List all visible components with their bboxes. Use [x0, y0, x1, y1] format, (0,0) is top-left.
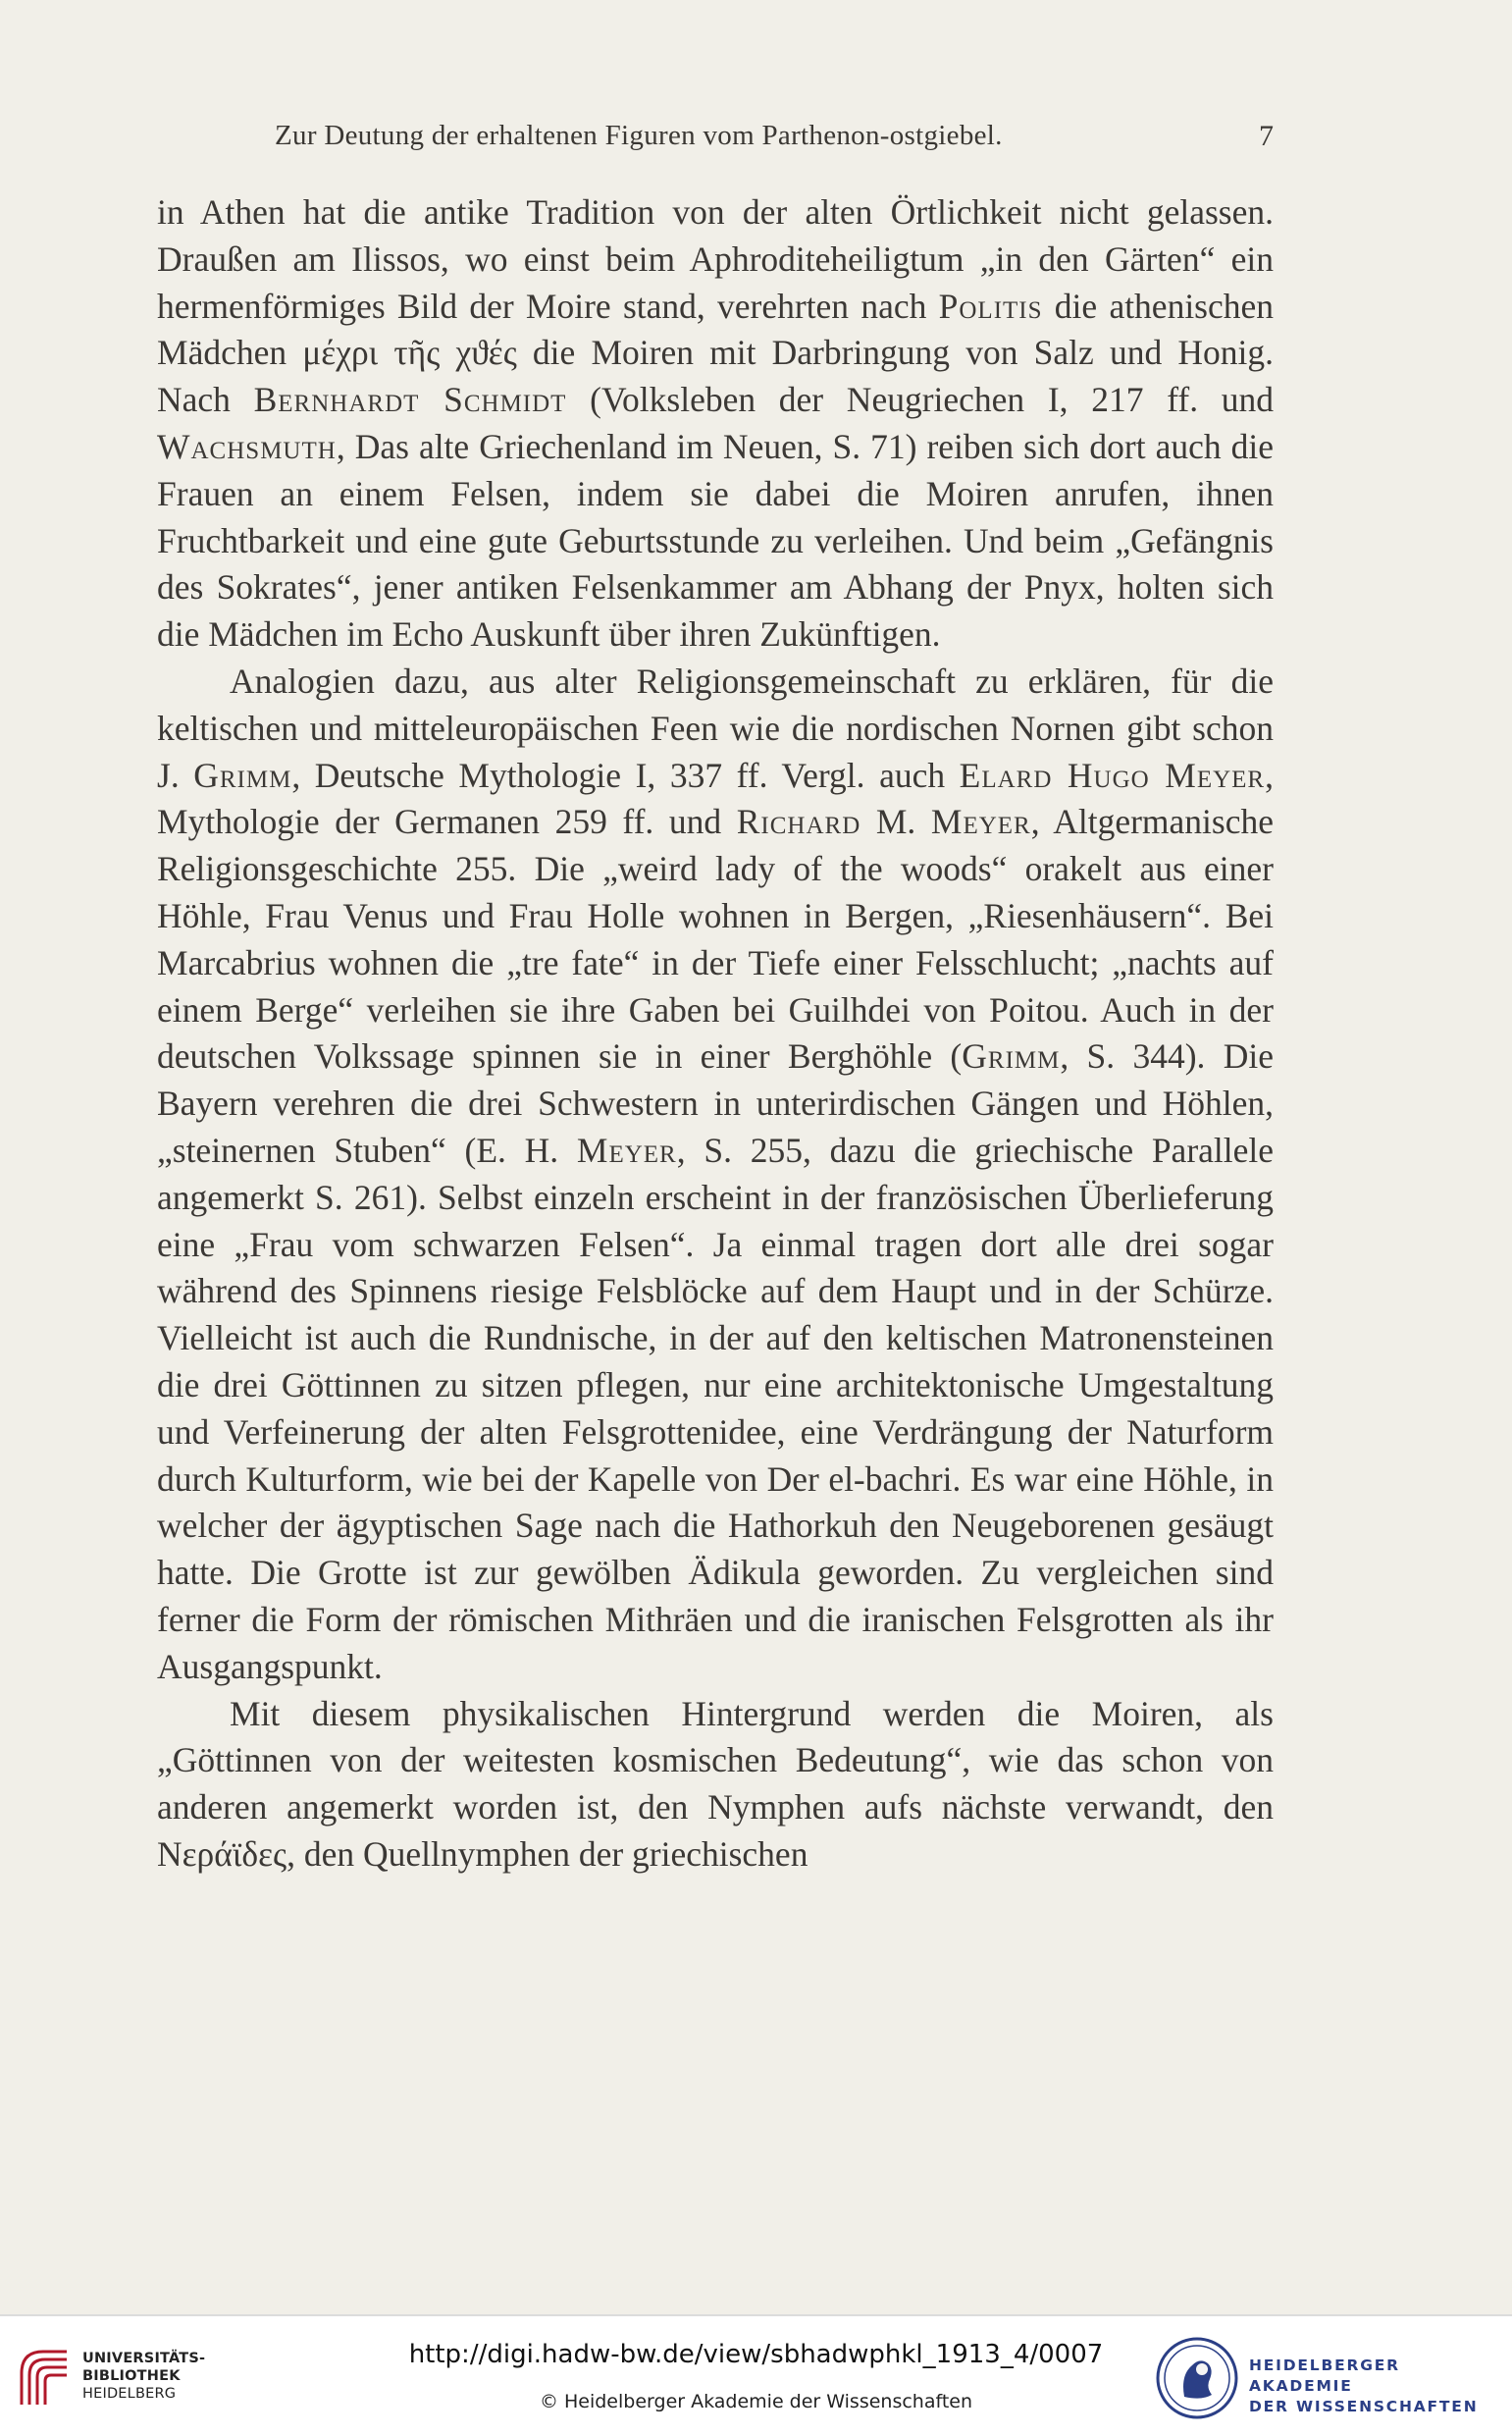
text-run: M.	[860, 802, 931, 842]
text-run: , Deutsche Mythologie I, 337 ff. Vergl. auch	[291, 755, 960, 795]
logo-line: HEIDELBERG	[82, 2386, 177, 2402]
copyright-notice: © Heidelberger Akademie der Wissenschaften	[539, 2391, 973, 2412]
paragraph-1	[157, 189, 1274, 659]
author-name: Wachsmuth	[157, 426, 337, 466]
logo-line: BIBLIOTHEK	[82, 2368, 181, 2384]
author-name: Politis	[938, 286, 1043, 326]
text-run: , S. 255, dazu die griechische Parallele angemerkt S. 261). Selbst einzeln erscheint in der französischen Überlieferung eine „Frau vom schwarzen Felsen“. Ja einmal tragen dort alle drei sogar während des Spinnens riesige Felsblöcke auf dem Haupt und in der Schürze. Vielleicht ist auch die Rundnische, in der auf den keltischen Matronensteinen die drei Göttinnen zu sitzen pflegen, nur eine architektonische Umgestaltung und Verfeinerung der alten Felsgrottenidee, eine Verdrängung der Naturform durch Kulturform, wie bei der Kapelle von Der el-bachri. Es war eine Höhle, in welcher der ägyptischen Sage nach die Hathorkuh den Neugeborenen gesäugt hatte. Die Grotte ist zur gewölben Ädikula geworden. Zu vergleichen sind ferner die Form der römischen Mithräen und die iranischen Felsgrotten als ihr Ausgangspunkt.	[157, 1130, 1274, 1686]
page-header	[157, 120, 1274, 169]
author-name: Elard Hugo Meyer	[959, 755, 1266, 795]
source-url-link[interactable]: http://digi.hadw-bw.de/view/sbhadwphkl_1913_4/0007	[408, 2340, 1104, 2369]
footer-bar	[0, 2314, 1512, 2436]
text-run: , Das alte Griechenland im Neuen, S. 71) reiben sich dort auch die Frauen an einem Felsen, indem sie dabei die Moiren anrufen, ihnen Fruchtbarkeit und eine gute Geburtsstunde zu verleihen. Und beim „Gefängnis des Sokrates“, jener antiken Felsenkammer am Abhang der Pnyx, holten sich die Mädchen im Echo Auskunft über ihren Zukünftigen.	[157, 426, 1274, 655]
text-run: , S. 344). Die Bayern verehren die drei Schwestern in unterirdischen Gängen und Höhlen, „steinernen Stuben“ (E. H.	[157, 1036, 1274, 1170]
text-run: die athenischen Mädchen μέχρι τῆς χϑές die Moiren mit Darbringung von Salz und Honig. Nach	[157, 286, 1275, 420]
logo-line: DER WISSENSCHAFTEN	[1249, 2398, 1479, 2415]
text-run: Analogien dazu, aus alter Religionsgemeinschaft zu erklären, für die keltischen und mitteleuropäischen Feen wie die nordischen Nornen gibt schon J.	[157, 661, 1274, 795]
academy-name	[1249, 2356, 1498, 2417]
author-name: Meyer	[576, 1130, 677, 1170]
text-run: Mit diesem physikalischen Hintergrund werden die Moiren, als „Göttinnen von der weitesten kosmischen Bedeutung“, wie das schon von anderen angemerkt worden ist, den Nymphen aufs nächste verwandt, den Νεράϊδες, den Quellnymphen der griechischen	[157, 1693, 1274, 1874]
academy-seal-icon	[1155, 2336, 1239, 2420]
logo-line: HEIDELBERGER AKADEMIE	[1249, 2357, 1400, 2395]
page-number: 7	[1259, 120, 1274, 152]
author-name: Grimm	[962, 1036, 1061, 1077]
author-name: Meyer	[930, 802, 1031, 842]
text-run: , Altgermanische Religionsgeschichte 255. Die „weird lady of the woods“ orakelt aus einer Höhle, Frau Venus und Frau Holle wohnen in Bergen, „Riesenhäusern“. Bei Marcabrius wohnen die „tre fate“ in der Tiefe einer Felsschlucht; „nachts auf einem Berge“ verleihen sie ihre Gaben bei Guilhdei von Poitou. Auch in der deutschen Volkssage spinnen sie in einer Berghöhle (	[157, 802, 1274, 1077]
author-name: Bernhardt Schmidt	[253, 380, 567, 420]
text-run: in Athen hat die antike Tradition von der alten Örtlichkeit nicht gelassen. Draußen am Ilissos, wo einst beim Aphroditeheiligtum „in den Gärten“ ein hermenförmiges Bild der Moire stand, verehrten nach	[157, 192, 1274, 326]
running-title: Zur Deutung der erhaltenen Figuren vom Parthenon-ostgiebel.	[275, 120, 1003, 151]
paragraph-3	[157, 1691, 1274, 1879]
author-name: Grimm	[193, 755, 292, 795]
logo-line: UNIVERSITÄTS-	[82, 2351, 206, 2366]
text-run: (Volksleben der Neugriechen I, 217 ff. und	[566, 380, 1275, 420]
paragraph-2	[157, 659, 1274, 1691]
text-run: , Mythologie der Germanen 259 ff. und	[157, 755, 1274, 842]
body-text	[157, 189, 1274, 1879]
academy-logo[interactable]	[1155, 2334, 1498, 2422]
author-name: Richard	[736, 802, 861, 842]
